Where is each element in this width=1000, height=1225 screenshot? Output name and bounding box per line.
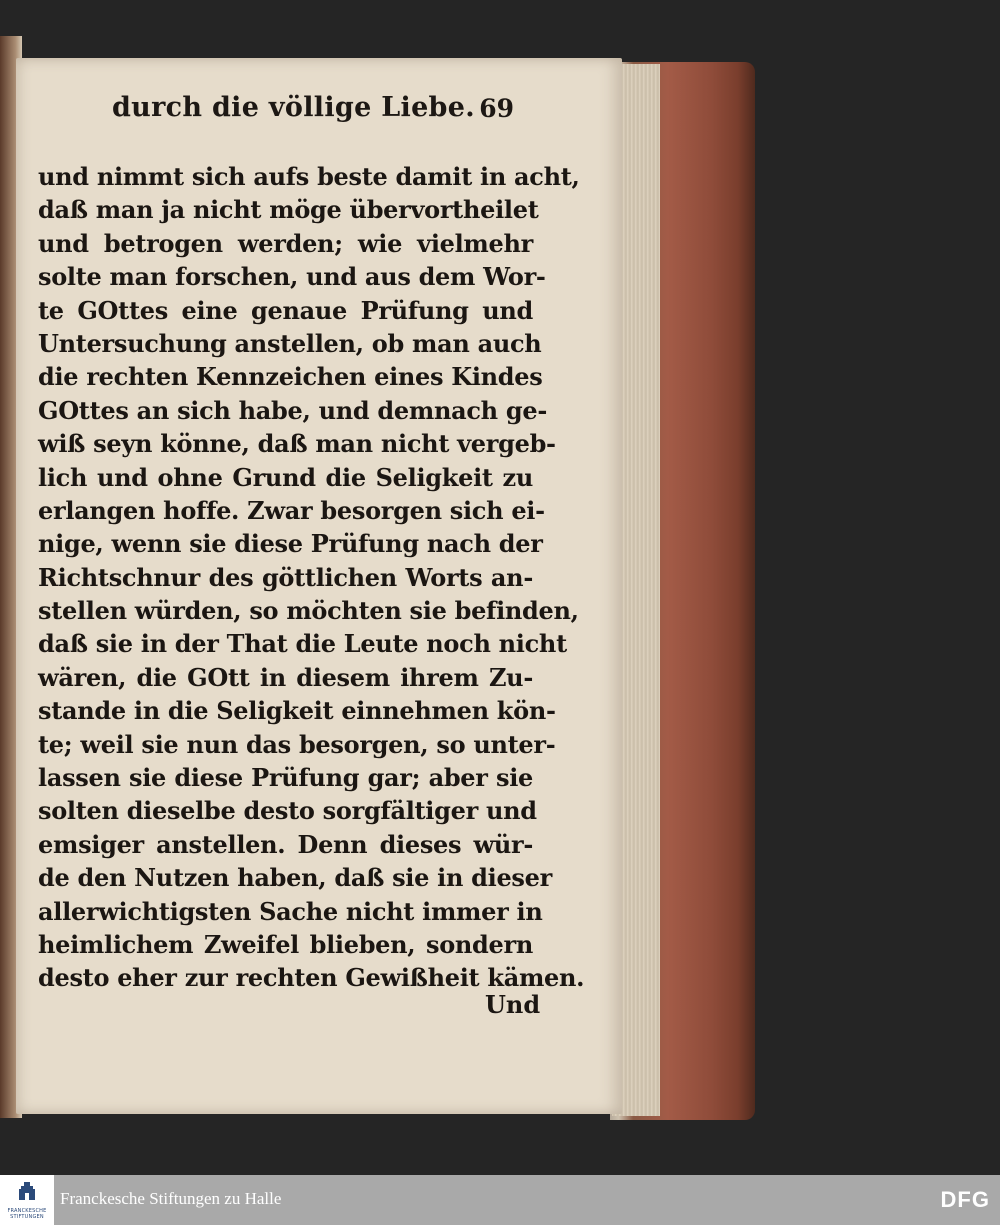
page-number: 69	[479, 94, 514, 123]
running-title: durch die völlige Liebe.	[112, 92, 475, 123]
text-line: allerwichtigsten Sache nicht immer in	[38, 896, 543, 926]
logo-caption: FRANCKESCHE STIFTUNGEN	[7, 1208, 47, 1220]
text-line: solte man forschen, und aus dem Wor-	[38, 262, 546, 292]
text-line: te; weil sie nun das besorgen, so unter-	[38, 729, 556, 759]
text-line: Richtschnur des göttlichen Worts an-	[38, 562, 533, 592]
text-line: die rechten Kennzeichen eines Kindes	[38, 362, 543, 392]
text-line: daß sie in der That die Leute noch nicht	[38, 629, 567, 659]
footer-bar	[0, 1175, 1000, 1225]
text-line: nige, wenn sie diese Prüfung nach der	[38, 529, 543, 559]
text-line: lassen sie diese Prüfung gar; aber sie	[38, 763, 533, 793]
running-head	[112, 92, 532, 132]
text-line: stande in die Seligkeit einnehmen kön-	[38, 696, 556, 726]
text-line: te GOttes eine genaue Prüfung und	[38, 295, 533, 325]
text-line: wären, die GOtt in diesem ihrem Zu-	[38, 662, 533, 692]
text-line: emsiger anstellen. Denn dieses wür-	[38, 829, 533, 859]
text-line: daß man ja nicht möge übervortheilet	[38, 195, 539, 225]
dfg-logo[interactable]: DFG	[940, 1187, 990, 1212]
text-line: wiß seyn könne, daß man nicht vergeb-	[38, 429, 556, 459]
text-line: desto eher zur rechten Gewißheit kämen.	[38, 963, 585, 993]
text-line: lich und ohne Grund die Seligkeit zu	[38, 462, 533, 492]
text-line: GOttes an sich habe, und demnach ge-	[38, 395, 547, 425]
text-line: erlangen hoffe. Zwar besorgen sich ei-	[38, 495, 545, 525]
text-line: heimlichem Zweifel blieben, sondern	[38, 929, 533, 959]
text-line: und nimmt sich aufs beste damit in acht,	[38, 162, 580, 191]
institution-emblem-icon	[18, 1182, 36, 1202]
body-text	[38, 160, 585, 995]
text-line: und betrogen werden; wie vielmehr	[38, 228, 533, 258]
text-line: de den Nutzen haben, daß sie in dieser	[38, 863, 552, 893]
text-line: solten dieselbe desto sorgfältiger und	[38, 796, 537, 826]
franckesche-logo[interactable]	[0, 1175, 54, 1225]
catchword: Und	[485, 990, 541, 1019]
text-line: stellen würden, so möchten sie befinden,	[38, 596, 579, 626]
text-line: Untersuchung anstellen, ob man auch	[38, 328, 542, 358]
institution-name[interactable]: Franckesche Stiftungen zu Halle	[60, 1189, 282, 1208]
